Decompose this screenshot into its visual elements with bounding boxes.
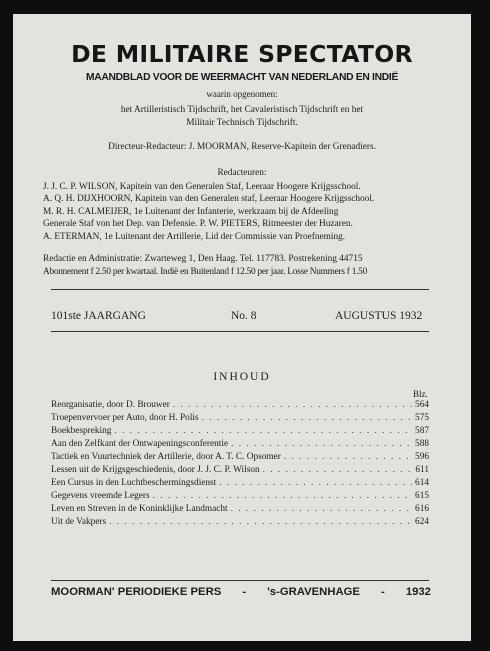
toc-entry-page: 615: [415, 491, 429, 501]
toc-entry: [51, 413, 429, 424]
toc-entry-page: 614: [415, 478, 429, 488]
director-line: Directeur-Redacteur: J. MOORMAN, Reserve-Kapitein der Grenadiers.: [108, 142, 376, 152]
toc-entry: [51, 426, 429, 437]
administration-line-2: Abonnement f 2.50 per kwartaal. Indië en Buitenland f 12.50 per jaar. Losse Nummers f 1.50: [43, 267, 367, 277]
masthead-title: DE MILITAIRE SPECTATOR: [71, 40, 413, 68]
toc-entry-title: Aan den Zelfkant der Ontwapeningsconferentie: [51, 439, 229, 449]
toc-entry: [51, 517, 429, 528]
divider-footer: [51, 580, 429, 581]
administration-line-1: Redactie en Administratie: Zwarteweg 1, Den Haag. Tel. 117783. Postrekening 44715: [43, 254, 363, 264]
toc-entry-page: 587: [415, 426, 429, 436]
toc-leader: [153, 491, 412, 502]
publisher-city: 's-GRAVENHAGE: [267, 586, 360, 598]
incorporated-label: waarin opgenomen:: [206, 89, 278, 99]
toc-leader: [109, 517, 412, 528]
toc-entry-page: 611: [415, 465, 429, 475]
toc-entry: [51, 478, 429, 489]
toc-entry-page: 564: [415, 400, 429, 410]
toc-entry-title: Lessen uit de Krijgsgeschiedenis, door J. J. C. P. Wilson: [51, 465, 260, 475]
toc-entry-page: 588: [415, 439, 429, 449]
toc-entry: [51, 504, 429, 515]
toc-heading: INHOUD: [213, 371, 271, 383]
toc-entry-title: Gegevens vreemde Legers: [51, 491, 150, 501]
footer-separator: -: [242, 586, 247, 598]
toc-leader: [173, 400, 412, 411]
divider-middle: [51, 331, 429, 332]
toc-entry-title: Een Cursus in den Luchtbeschermingsdienst: [51, 478, 217, 488]
toc-leader: [263, 465, 413, 476]
divider-top: [51, 289, 429, 290]
toc-entry-title: Reorganisatie, door D. Brouwer: [51, 400, 170, 410]
issue-volume: 101ste JAARGANG: [51, 310, 146, 322]
toc-entry: [51, 439, 429, 450]
toc-leader: [114, 426, 412, 437]
toc-entry-title: Boekbespreking: [51, 426, 112, 436]
masthead-subtitle: MAANDBLAD VOOR DE WEERMACHT VAN NEDERLAND EN INDIË: [85, 72, 399, 83]
toc-entry-title: Leven en Streven in de Koninklijke Landmacht: [51, 504, 228, 514]
publication-year: 1932: [405, 586, 431, 598]
publisher-name: MOORMAN' PERIODIEKE PERS: [51, 586, 222, 598]
editor-line-5: A. ETERMAN, 1e Luitenant der Artillerie, Lid der Commissie van Proefneming.: [43, 232, 346, 242]
editor-line-1: J. J. C. P. WILSON, Kapitein van den Generalen Staf, Leeraar Hoogere Krijgsschool.: [43, 182, 361, 192]
editor-line-2: A. Q. H. DIJXHOORN, Kapitein van den Generalen staf, Leeraar Hoogere Krijgsschool.: [43, 194, 375, 204]
toc-leader: [231, 504, 412, 515]
toc-leader: [219, 478, 412, 489]
magazine-cover-page: [13, 14, 471, 641]
toc-entry-page: 624: [415, 517, 429, 527]
toc-entry-title: Uit de Vakpers: [51, 517, 107, 527]
toc-entry-page: 616: [415, 504, 429, 514]
footer-separator: -: [381, 586, 385, 598]
publisher-footer: [51, 586, 431, 598]
issue-date: AUGUSTUS 1932: [335, 310, 423, 322]
toc-leader: [231, 439, 412, 450]
toc-entry: [51, 491, 429, 502]
incorporated-line-1: het Artilleristisch Tijdschrift, het Cavaleristisch Tijdschrift en het: [120, 105, 364, 115]
toc-entry-title: Tactiek en Vuurtechniek der Artillerie, door A. T. C. Opsomer: [51, 452, 281, 462]
issue-number: No. 8: [231, 310, 257, 322]
toc-entry: [51, 452, 429, 463]
toc-entry: [51, 465, 429, 476]
toc-entry-title: Troepenvervoer per Auto, door H. Polis: [51, 413, 199, 423]
editor-line-4: Generale Staf von het Dep. van Defensie. P. W. PIETERS, Ritmeester der Huzaren.: [43, 219, 353, 229]
incorporated-line-2: Militair Technisch Tijdschrift.: [186, 118, 298, 128]
toc-entry-page: 575: [415, 413, 429, 423]
editor-line-3: M. R. H. CALMEIJER, 1e Luitenant der Infanterie, werkzaam bij de Afdeeling: [43, 207, 339, 217]
toc-leader: [202, 413, 412, 424]
toc-leader: [284, 452, 412, 463]
editors-heading: Redacteuren:: [217, 168, 267, 178]
toc-page-label: Blz.: [413, 389, 428, 399]
toc-entry: [51, 400, 429, 411]
toc-entry-page: 596: [415, 452, 429, 462]
